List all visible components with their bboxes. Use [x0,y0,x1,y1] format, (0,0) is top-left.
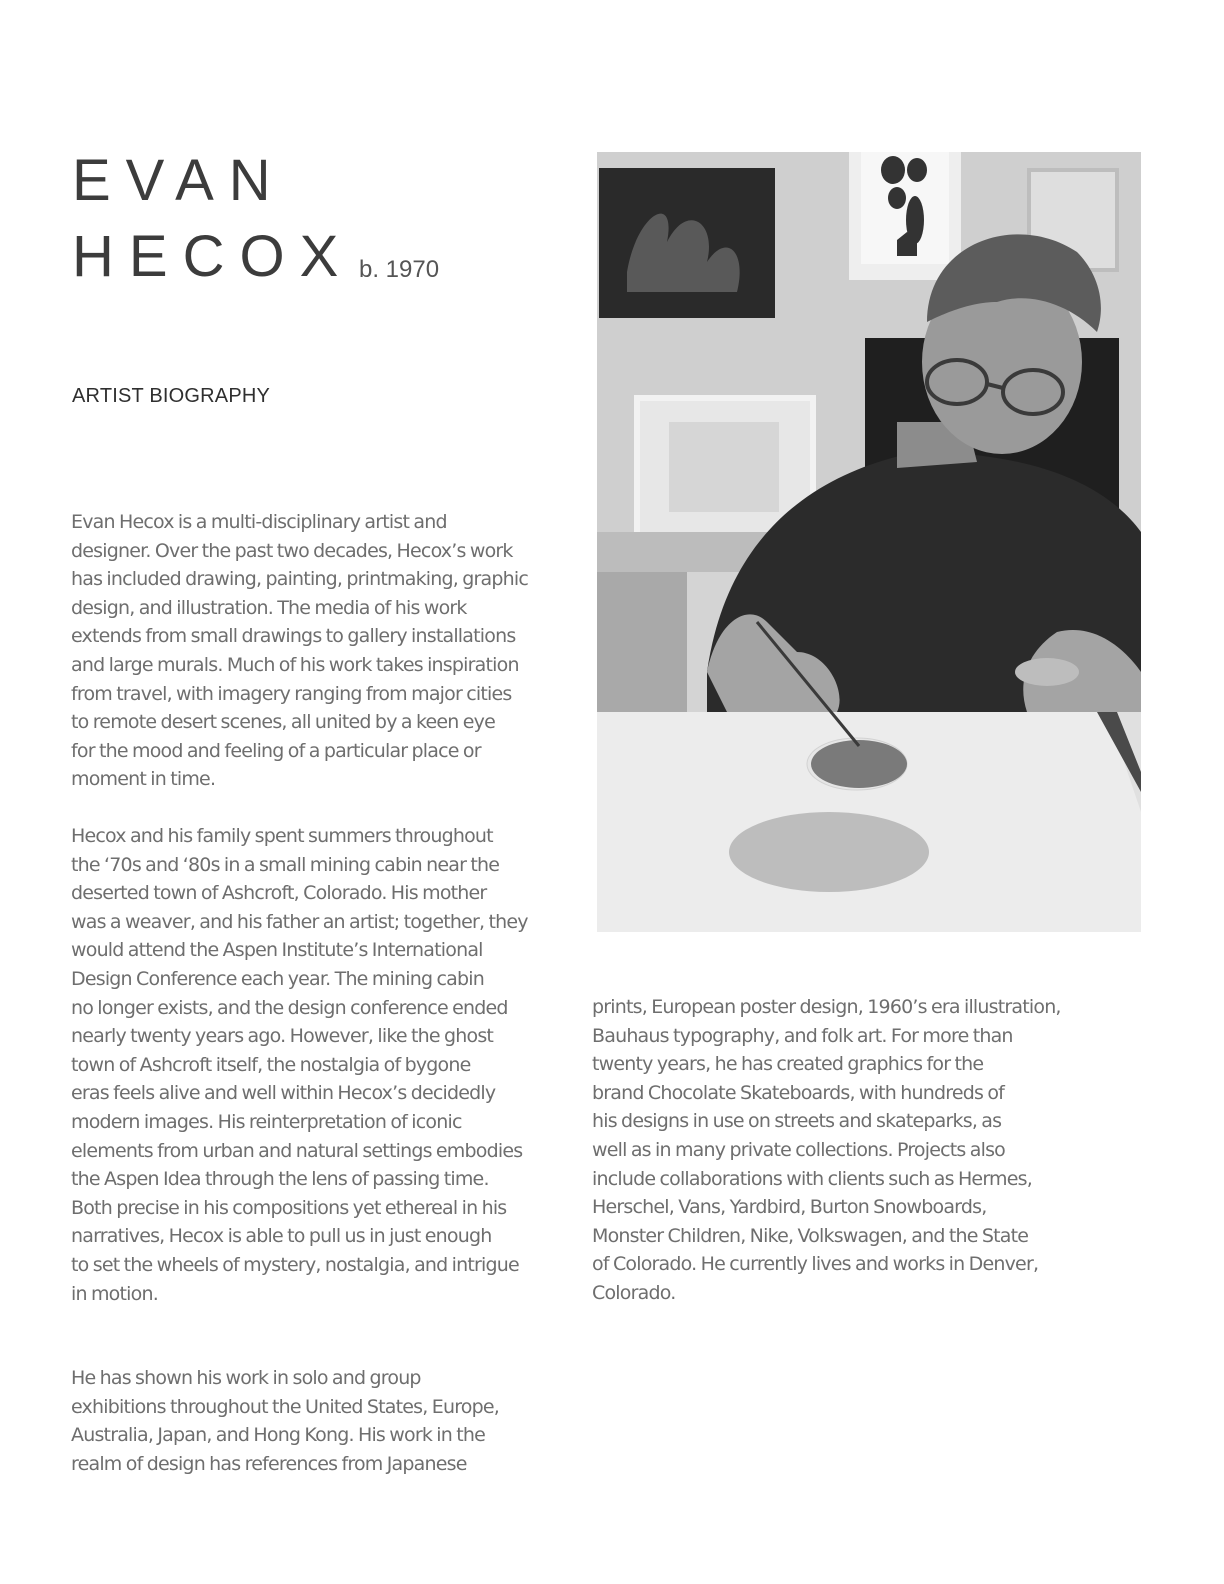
bio-line: Bauhaus typography, and folk art. For more than [592,1024,1013,1047]
bio-line: prints, European poster design, 1960’s era illustration, [592,996,1061,1018]
bio-line: extends from small drawings to gallery installations [71,625,516,648]
bio-line: Design Conference each year. The mining cabin [71,967,484,990]
bio-line: Herschel, Vans, Yardbird, Burton Snowboards, [592,1196,987,1219]
bio-line: to set the wheels of mystery, nostalgia, and intrigue [71,1253,519,1276]
bio-line: nearly twenty years ago. However, like the ghost [71,1025,494,1048]
bio-line: of Colorado. He currently lives and works in Denver, [592,1253,1039,1276]
bio-line: the ‘70s and ‘80s in a small mining cabin near the [71,853,500,876]
bio-line: include collaborations with clients such as Hermes, [592,1167,1032,1190]
bio-line: exhibitions throughout the United States, Europe, [71,1395,500,1418]
bio-line: eras feels alive and well within Hecox’s decidedly [71,1082,496,1105]
bio-line: was a weaver, and his father an artist; together, they [71,910,528,933]
bio-line: moment in time. [71,768,216,791]
section-heading: ARTIST BIOGRAPHY [72,385,271,407]
bio-line: narratives, Hecox is able to pull us in just enough [71,1225,492,1248]
bio-line: would attend the Aspen Institute’s International [71,939,483,962]
bio-line: Both precise in his compositions yet ethereal in his [71,1196,507,1219]
bio-paragraph-4 [592,993,1092,1308]
bio-line: Monster Children, Nike, Volkswagen, and the State [592,1224,1029,1247]
bio-line: the Aspen Idea through the lens of passing time. [71,1168,489,1191]
bio-line: town of Ashcroft itself, the nostalgia of bygone [71,1053,471,1076]
bio-paragraph-1 [71,508,561,794]
artist-last-name: HECOX [72,224,354,289]
bio-line: in motion. [71,1282,158,1305]
bio-line: from travel, with imagery ranging from major cities [71,682,512,705]
bio-line: Evan Hecox is a multi-disciplinary artist and [71,511,447,533]
bio-line: He has shown his work in solo and group [71,1367,421,1389]
bio-line: and large murals. Much of his work takes inspiration [71,653,519,676]
bio-line: his designs in use on streets and skateparks, as [592,1110,1002,1133]
bio-line: deserted town of Ashcroft, Colorado. His mother [71,882,487,905]
bio-line: to remote desert scenes, all united by a keen eye [71,711,495,734]
bio-line: Colorado. [592,1281,676,1304]
bio-line: well as in many private collections. Projects also [592,1138,1005,1161]
bio-line: designer. Over the past two decades, Hecox’s work [71,539,513,562]
bio-line: realm of design has references from Japanese [71,1452,467,1475]
bio-line: elements from urban and natural settings embodies [71,1139,523,1162]
bio-line: design, and illustration. The media of his work [71,596,467,619]
bio-paragraph-3 [71,1364,561,1478]
bio-line: has included drawing, painting, printmaking, graphic [71,568,529,591]
birth-year: b. 1970 [359,256,440,283]
bio-paragraph-2 [71,822,561,1308]
bio-line: Australia, Japan, and Hong Kong. His work in the [71,1424,486,1447]
bio-line: modern images. His reinterpretation of iconic [71,1110,462,1133]
bio-line: twenty years, he has created graphics for the [592,1053,984,1076]
bio-line: for the mood and feeling of a particular place or [71,739,481,762]
artist-photo [597,152,1141,932]
bio-line: no longer exists, and the design conference ended [71,996,508,1019]
bio-line: Hecox and his family spent summers throughout [71,825,493,847]
artist-first-name: EVAN [72,148,286,213]
bio-line: brand Chocolate Skateboards, with hundreds of [592,1081,1005,1104]
